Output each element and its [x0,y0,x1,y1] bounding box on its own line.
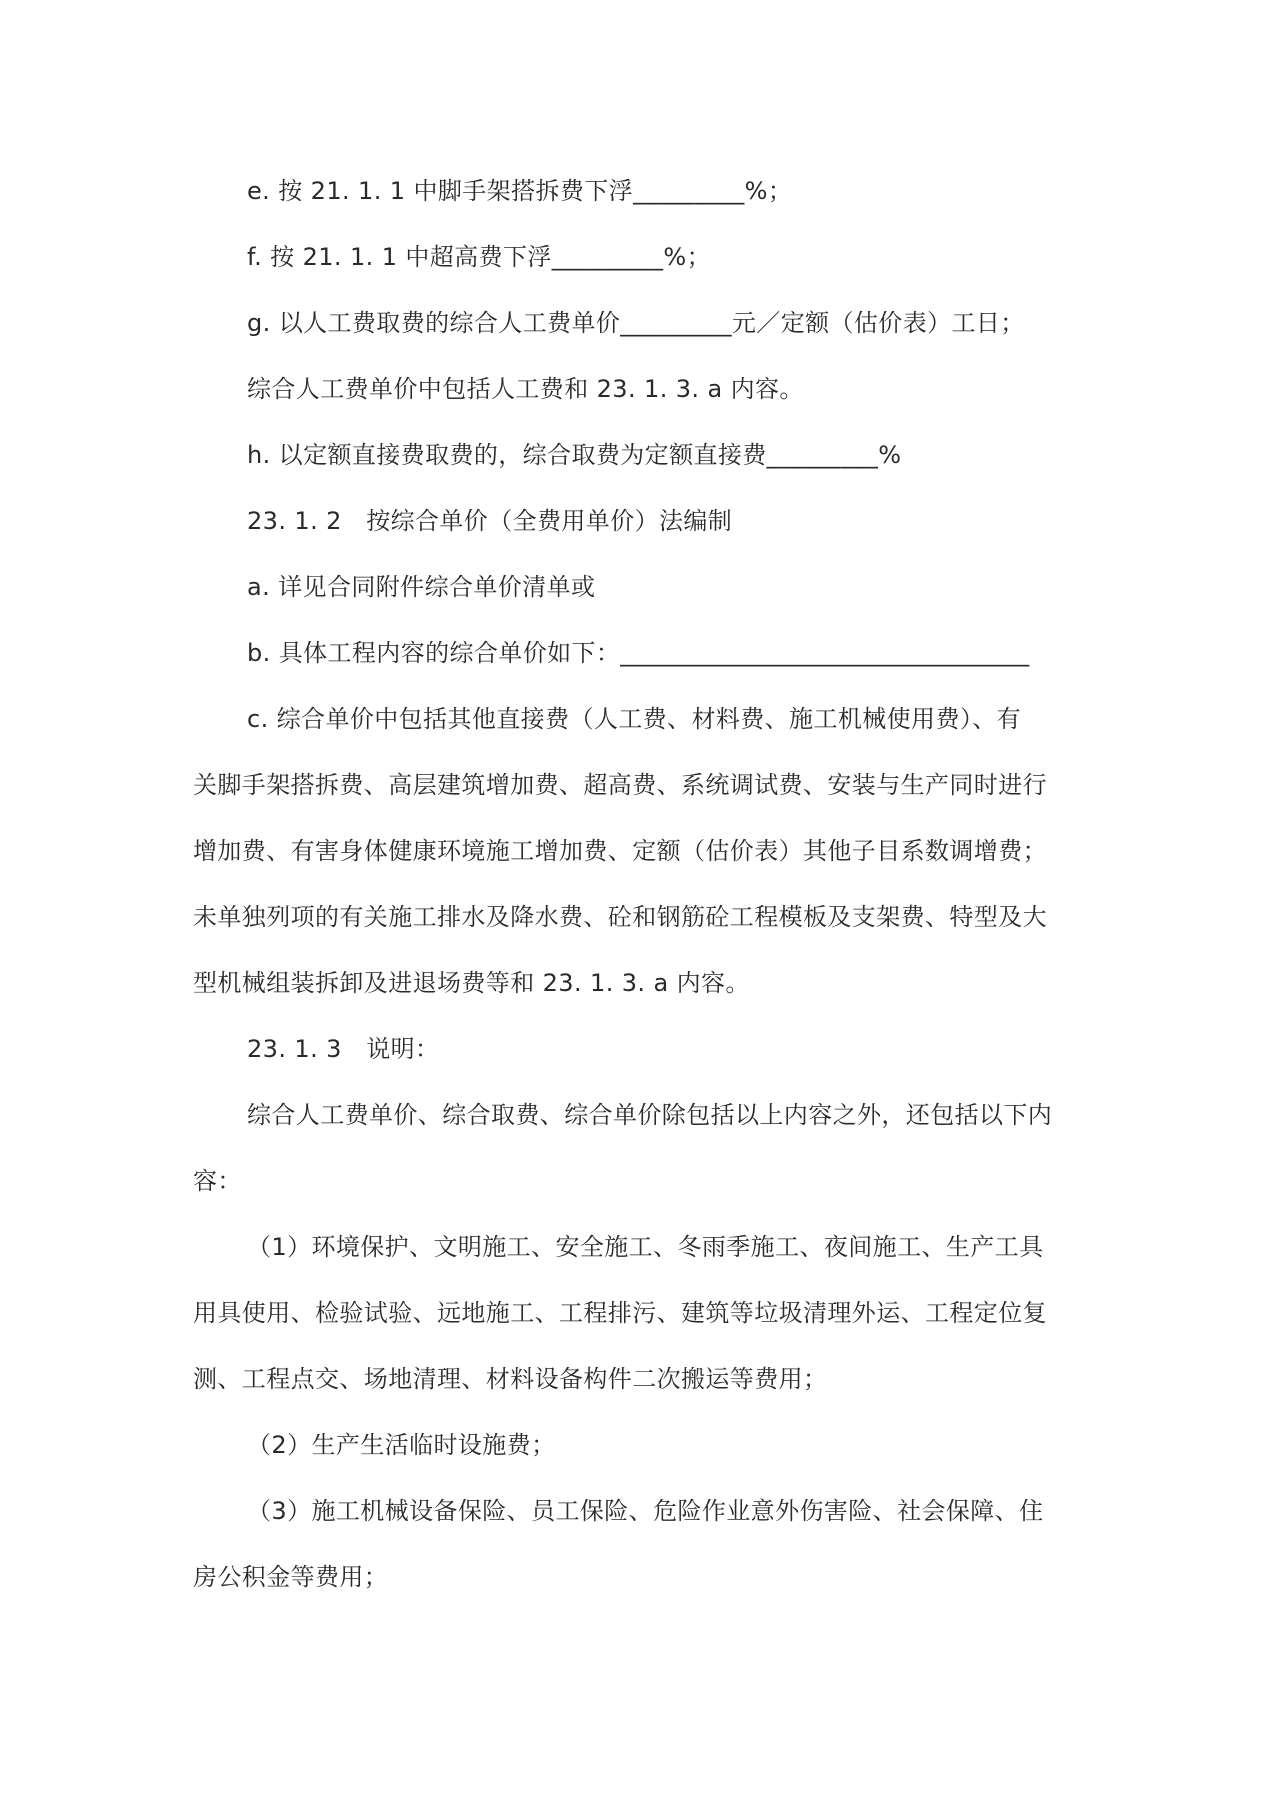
item-1-line-2: 用具使用、检验试验、远地施工、工程排污、建筑等垃圾清理外运、工程定位复 [193,1299,1047,1327]
clause-c-line-3: 增加费、有害身体健康环境施工增加费、定额（估价表）其他子目系数调增费； [193,837,1047,865]
clause-h: h. 以定额直接费取费的，综合取费为定额直接费_________% [247,441,902,469]
item-1-line-1: （1）环境保护、文明施工、安全施工、冬雨季施工、夜间施工、生产工具 [247,1233,1044,1261]
section-23-1-2-heading: 23. 1. 2 按综合单价（全费用单价）法编制 [247,507,733,535]
section-23-1-3-heading: 23. 1. 3 说明： [247,1035,440,1063]
item-3-line-2: 房公积金等费用； [193,1563,389,1591]
clause-c-line-1: c. 综合单价中包括其他直接费（人工费、材料费、施工机械使用费）、有 [247,705,1022,733]
item-3-line-1: （3）施工机械设备保险、员工保险、危险作业意外伤害险、社会保障、住 [247,1497,1044,1525]
clause-e: e. 按 21. 1. 1 中脚手架搭拆费下浮_________%； [247,177,793,205]
clause-g-note: 综合人工费单价中包括人工费和 23. 1. 3. a 内容。 [247,375,804,403]
clause-g: g. 以人工费取费的综合人工费单价_________元／定额（估价表）工日； [247,309,1025,337]
clause-c-line-2: 关脚手架搭拆费、高层建筑增加费、超高费、系统调试费、安装与生产同时进行 [193,771,1047,799]
item-2: （2）生产生活临时设施费； [247,1431,556,1459]
explanation-line-1: 综合人工费单价、综合取费、综合单价除包括以上内容之外，还包括以下内 [247,1101,1053,1129]
clause-a: a. 详见合同附件综合单价清单或 [247,573,596,601]
clause-c-line-5: 型机械组装拆卸及进退场费等和 23. 1. 3. a 内容。 [193,969,750,997]
clause-f: f. 按 21. 1. 1 中超高费下浮_________%； [247,243,712,271]
explanation-line-2: 容： [193,1167,242,1195]
clause-b: b. 具体工程内容的综合单价如下：_________________________________ [247,639,1030,667]
item-1-line-3: 测、工程点交、场地清理、材料设备构件二次搬运等费用； [193,1365,828,1393]
clause-c-line-4: 未单独列项的有关施工排水及降水费、砼和钢筋砼工程模板及支架费、特型及大 [193,903,1047,931]
